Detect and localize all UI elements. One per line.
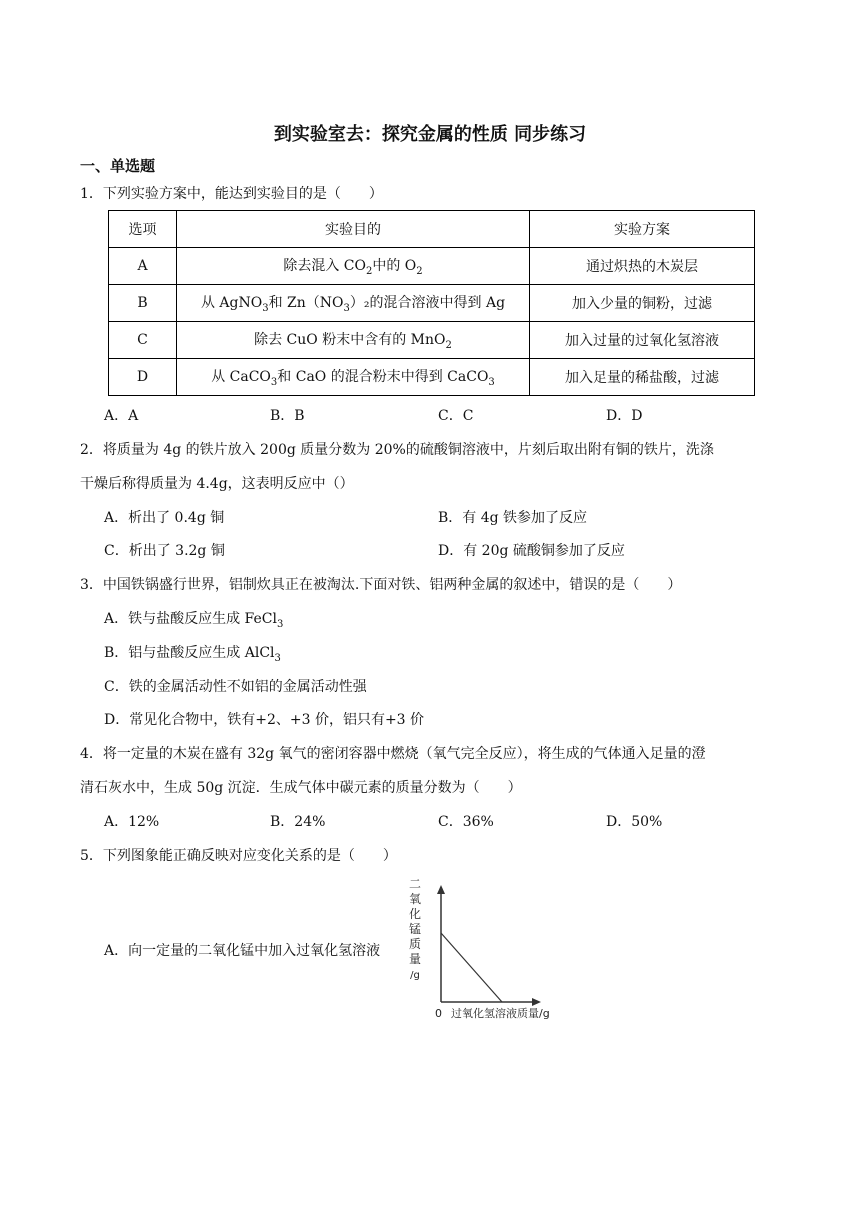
ylabel-char: 氧 bbox=[408, 892, 422, 906]
ylabel-char: 质 bbox=[408, 937, 422, 951]
q4-option-c[interactable]: C．36% bbox=[438, 814, 494, 830]
table-row bbox=[109, 248, 755, 285]
section-heading: 一、单选题 bbox=[80, 157, 156, 175]
question-4-stem-line2: 清石灰水中，生成 50g 沉淀．生成气体中碳元素的质量分数为（ ） bbox=[80, 780, 522, 796]
y-axis-arrow bbox=[437, 885, 445, 894]
q2-option-d[interactable]: D．有 20g 硫酸铜参加了反应 bbox=[438, 543, 625, 559]
q2-option-c[interactable]: C．析出了 3.2g 铜 bbox=[104, 543, 225, 559]
row-aim: 除去 CuO 粉末中含有的 MnO$_2$ bbox=[177, 322, 530, 359]
q1-option-d[interactable]: D．D bbox=[606, 408, 643, 424]
table-header-option: 选项 bbox=[109, 211, 177, 248]
q3-option-d[interactable]: D．常见化合物中，铁有+2、+3 价，铝只有+3 价 bbox=[104, 712, 425, 728]
ylabel-char: 二 bbox=[408, 877, 422, 891]
question-4-stem-line1: 4．将一定量的木炭在盛有 32g 氧气的密闭容器中燃烧（氧气完全反应），将生成的气体通入足量的澄 bbox=[80, 746, 706, 762]
ylabel-char: 锰 bbox=[408, 922, 422, 936]
row-plan: 加入少量的铜粉，过滤 bbox=[529, 285, 754, 322]
origin-label: 0 bbox=[435, 1007, 442, 1020]
question-1-stem: 1．下列实验方案中，能达到实验目的是（ ） bbox=[80, 186, 383, 202]
q1-option-b[interactable]: B．B bbox=[270, 408, 305, 424]
question-5-stem: 5．下列图象能正确反映对应变化关系的是（ ） bbox=[80, 848, 397, 864]
q2-option-a[interactable]: A．析出了 0.4g 铜 bbox=[104, 510, 225, 526]
q4-option-d[interactable]: D．50% bbox=[606, 814, 663, 830]
x-axis-arrow bbox=[532, 998, 541, 1006]
table-row bbox=[109, 285, 755, 322]
row-option: A bbox=[109, 248, 177, 285]
table-header-row bbox=[109, 211, 755, 248]
table-row bbox=[109, 322, 755, 359]
row-option: B bbox=[109, 285, 177, 322]
q4-option-a[interactable]: A．12% bbox=[104, 814, 160, 830]
q3-option-a[interactable]: A．铁与盐酸反应生成 FeCl$_3$ bbox=[104, 611, 284, 630]
row-plan: 加入过量的过氧化氢溶液 bbox=[529, 322, 754, 359]
q5-option-a[interactable]: A．向一定量的二氧化锰中加入过氧化氢溶液 bbox=[104, 943, 381, 959]
row-aim: 从 CaCO$_3$和 CaO 的混合粉末中得到 CaCO$_3$ bbox=[177, 359, 530, 396]
q3-option-c[interactable]: C．铁的金属活动性不如铝的金属活动性强 bbox=[104, 679, 367, 695]
row-option: D bbox=[109, 359, 177, 396]
ylabel-char: 化 bbox=[408, 907, 422, 921]
ylabel-char: 量 bbox=[408, 952, 422, 966]
q4-option-b[interactable]: B．24% bbox=[270, 814, 326, 830]
q2-option-b[interactable]: B．有 4g 铁参加了反应 bbox=[438, 510, 588, 526]
q5-chart bbox=[405, 875, 575, 1025]
table-row bbox=[109, 359, 755, 396]
question-2-stem-line1: 2．将质量为 4g 的铁片放入 200g 质量分数为 20%的硫酸铜溶液中，片刻后取出附有铜的铁片，洗涤 bbox=[80, 442, 714, 458]
row-aim: 除去混入 $CO_2$中的 $O_2$ bbox=[177, 248, 530, 285]
table-header-aim: 实验目的 bbox=[177, 211, 530, 248]
row-plan: 加入足量的稀盐酸，过滤 bbox=[529, 359, 754, 396]
question-3-stem: 3．中国铁锅盛行世界，铝制炊具正在被淘汰.下面对铁、铝两种金属的叙述中，错误的是（ ） bbox=[80, 577, 682, 593]
row-option: C bbox=[109, 322, 177, 359]
table-header-plan: 实验方案 bbox=[529, 211, 754, 248]
row-aim: 从 AgNO$_3$和 $Zn(NO_3)_2$的混合溶液中得到 Ag bbox=[177, 285, 530, 322]
page-title: 到实验室去：探究金属的性质 同步练习 bbox=[273, 124, 587, 145]
question-2-stem-line2: 干燥后称得质量为 4.4g，这表明反应中（） bbox=[80, 476, 354, 492]
ylabel-unit: /g bbox=[410, 970, 420, 981]
xlabel: 过氧化氢溶液质量/g bbox=[451, 1007, 550, 1020]
experiment-table bbox=[108, 210, 755, 396]
q1-option-a[interactable]: A．A bbox=[104, 408, 139, 424]
series-line bbox=[441, 933, 502, 1002]
q3-option-b[interactable]: B．铝与盐酸反应生成 AlCl$_3$ bbox=[104, 645, 281, 664]
row-plan: 通过炽热的木炭层 bbox=[529, 248, 754, 285]
q1-option-c[interactable]: C．C bbox=[438, 408, 474, 424]
